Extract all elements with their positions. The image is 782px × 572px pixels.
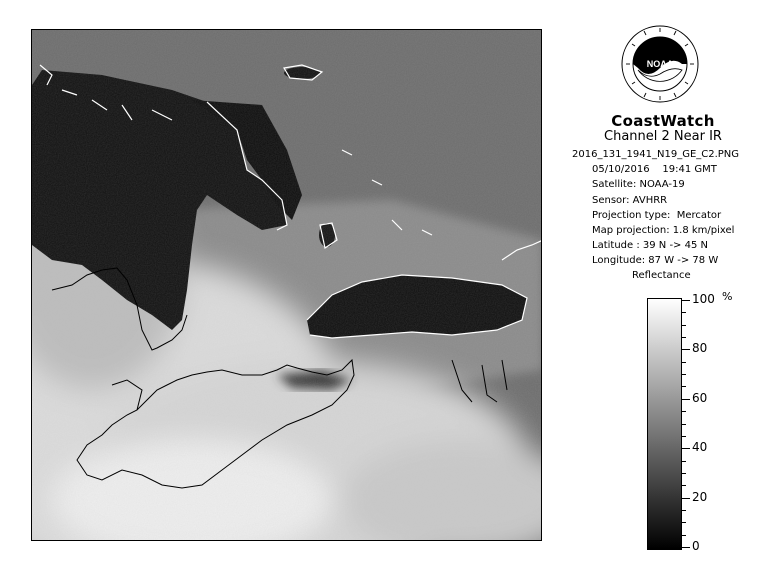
map-projection: Map projection: 1.8 km/pixel [592, 225, 735, 237]
colorbar-label: Reflectance [632, 270, 691, 281]
colorbar-minor-tick [681, 522, 686, 523]
colorbar-minor-tick [681, 337, 686, 338]
colorbar-tick-label: 40 [692, 440, 708, 455]
colorbar-minor-tick [681, 362, 686, 363]
colorbar-minor-tick [681, 485, 686, 486]
colorbar-unit: % [722, 290, 733, 303]
colorbar-tick-label: 0 [692, 539, 700, 553]
colorbar-minor-tick [681, 473, 686, 474]
colorbar-minor-tick [681, 424, 686, 425]
channel-label: Channel 2 Near IR [604, 129, 722, 144]
colorbar-minor-tick [681, 386, 686, 387]
colorbar-minor-tick [681, 374, 686, 375]
colorbar-tick-label: 80 [692, 341, 708, 356]
colorbar-minor-tick [681, 411, 686, 412]
datetime-row [592, 162, 739, 177]
colorbar-minor-tick [681, 510, 686, 511]
colorbar-tick-label: 100 [692, 292, 715, 306]
colorbar-major-tick [681, 349, 690, 350]
logo-text: NOAA [646, 59, 674, 69]
noaa-emblem [620, 18, 700, 108]
sensor: Sensor: AVHRR [592, 194, 668, 206]
noaa-logo [620, 18, 700, 108]
colorbar-major-tick [681, 498, 690, 499]
satellite: Satellite: NOAA-19 [592, 179, 685, 191]
colorbar [647, 298, 682, 550]
colorbar-major-tick [681, 448, 690, 449]
colorbar-major-tick [681, 399, 690, 400]
latitude-range: Latitude : 39 N -> 45 N [592, 240, 708, 252]
metadata-block [572, 147, 740, 269]
longitude-range: Longitude: 87 W -> 78 W [592, 255, 719, 267]
projection-type: Projection type: Mercator [592, 209, 722, 221]
brand-title: CoastWatch [611, 112, 715, 130]
satellite-image [32, 30, 542, 541]
colorbar-tick-label: 60 [692, 390, 708, 405]
colorbar-minor-tick [681, 436, 686, 437]
date: 05/10/2016 [592, 164, 650, 176]
colorbar-minor-tick [681, 535, 686, 536]
satellite-image-panel [31, 29, 542, 541]
colorbar-minor-tick [681, 461, 686, 462]
colorbar-major-tick [681, 547, 690, 548]
colorbar-tick-label: 20 [692, 489, 708, 504]
colorbar-minor-tick [681, 325, 686, 326]
filename: 2016_131_1941_N19_GE_C2.PNG [572, 149, 740, 160]
colorbar-major-tick [681, 300, 690, 301]
time: 19:41 GMT [662, 164, 717, 176]
colorbar-minor-tick [681, 312, 686, 313]
